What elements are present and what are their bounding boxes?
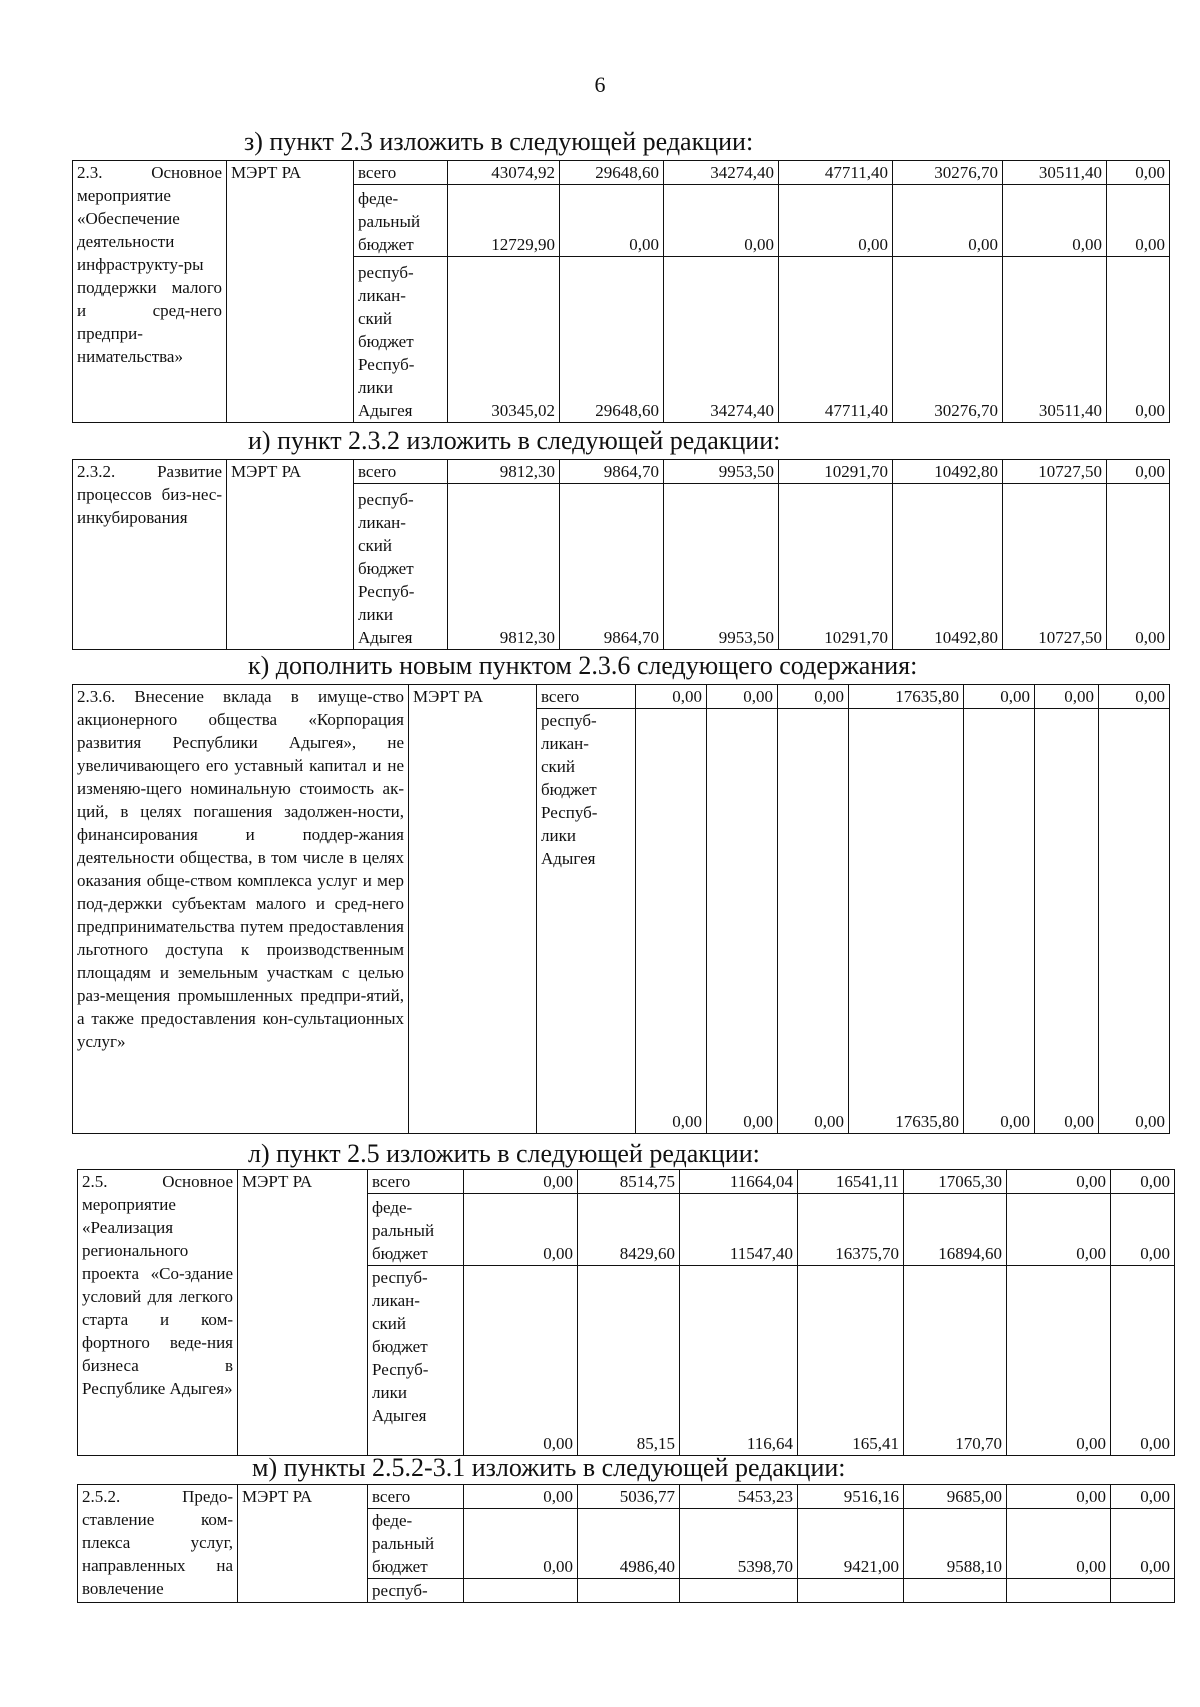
value-cell: 30511,40 [1003,257,1107,423]
org-cell: МЭРТ РА [238,1485,368,1603]
value-cell: 9953,50 [664,484,779,650]
value-cell: 0,00 [1007,1170,1111,1194]
value-cell: 5453,23 [680,1485,798,1509]
source-federal: феде- ральный бюджет [368,1509,464,1579]
table-2-5 [77,1169,1175,1456]
value-cell: 0,00 [964,685,1035,709]
section-heading-2-5-2: м) пункты 2.5.2-3.1 изложить в следующей редакции: [252,1453,846,1482]
source-federal: феде- ральный бюджет [354,185,448,257]
value-cell: 10291,70 [779,460,893,484]
value-cell: 0,00 [964,709,1035,1134]
value-cell: 9953,50 [664,460,779,484]
value-cell: 17065,30 [904,1170,1007,1194]
value-cell: 4986,40 [578,1509,680,1579]
value-cell: 9864,70 [560,484,664,650]
value-cell: 0,00 [664,185,779,257]
value-cell: 0,00 [464,1170,578,1194]
value-cell: 0,00 [636,685,707,709]
value-cell: 34274,40 [664,257,779,423]
value-cell: 0,00 [1107,161,1170,185]
value-cell: 9588,10 [904,1509,1007,1579]
value-cell: 0,00 [778,709,849,1134]
source-total: всего [368,1485,464,1509]
row-label: 2.3. Основное мероприятие «Обеспечение деятельности инфраструкту-ры поддержки малого и сред-него предпри-нимательства» [73,161,227,423]
value-cell: 9812,30 [448,460,560,484]
value-cell: 0,00 [1111,1170,1175,1194]
table-2-3-2 [72,459,1170,650]
table-row [73,685,1170,709]
source-total: всего [354,161,448,185]
source-total: всего [537,685,636,709]
value-cell: 0,00 [464,1485,578,1509]
value-cell: 16541,11 [798,1170,904,1194]
value-cell: 47711,40 [779,257,893,423]
value-cell: 17635,80 [849,685,964,709]
table-row [78,1485,1175,1509]
value-cell: 0,00 [1107,484,1170,650]
section-heading-2-3-6: к) дополнить новым пунктом 2.3.6 следующего содержания: [248,651,918,680]
table-2-5-2 [77,1484,1175,1603]
value-cell: 0,00 [1007,1485,1111,1509]
table-row [73,460,1170,484]
org-cell: МЭРТ РА [409,685,537,1134]
value-cell: 0,00 [1007,1509,1111,1579]
value-cell: 9864,70 [560,460,664,484]
value-cell: 0,00 [1035,709,1099,1134]
value-cell: 0,00 [1111,1509,1175,1579]
value-cell: 9421,00 [798,1509,904,1579]
value-cell: 5398,70 [680,1509,798,1579]
row-label: 2.5.2. Предо-ставление ком-плекса услуг, направленных на вовлечение [78,1485,238,1603]
org-cell: МЭРТ РА [227,460,354,650]
row-label: 2.5. Основное мероприятие «Реализация регионального проекта «Со-здание условий для легкого старта и ком-фортного веде-ния бизнеса в Республике Адыгея» [78,1170,238,1456]
source-federal: феде- ральный бюджет [368,1194,464,1266]
org-cell: МЭРТ РА [227,161,354,423]
value-cell: 0,00 [1107,185,1170,257]
value-cell: 0,00 [1007,1194,1111,1266]
source-total: всего [354,460,448,484]
value-cell: 0,00 [464,1266,578,1456]
value-cell: 0,00 [1107,460,1170,484]
value-cell: 0,00 [1111,1485,1175,1509]
value-cell: 16375,70 [798,1194,904,1266]
value-cell [578,1579,680,1603]
value-cell [464,1579,578,1603]
value-cell: 0,00 [1099,709,1170,1134]
value-cell: 0,00 [560,185,664,257]
org-cell: МЭРТ РА [238,1170,368,1456]
value-cell [1111,1579,1175,1603]
value-cell: 0,00 [707,685,778,709]
table-2-3-6 [72,684,1170,1134]
row-label: 2.3.6. Внесение вклада в имуще-ство акционерного общества «Корпорация развития Республики Адыгея», не увеличивающего его уставный капитал и не изменяю-щего номинальную стоимость ак-ций, в целях погашения задолжен-ности, финансирования и поддер-жания деятельности общества, в том числе в целях оказания обще-ством комплекса услуг и мер под-держки субъектам малого и сред-него предпринимательства путем предоставления льготного доступа к производственным площадям и земельным участкам с целью раз-мещения промышленных предпри-ятий, а также предоставления кон-сультационных услуг» [73,685,409,1134]
value-cell: 8429,60 [578,1194,680,1266]
value-cell: 0,00 [893,185,1003,257]
value-cell: 43074,92 [448,161,560,185]
value-cell [1007,1579,1111,1603]
value-cell: 0,00 [636,709,707,1134]
value-cell: 11664,04 [680,1170,798,1194]
value-cell: 30276,70 [893,161,1003,185]
section-heading-2-5: л) пункт 2.5 изложить в следующей редакции: [248,1139,760,1168]
value-cell: 0,00 [1111,1266,1175,1456]
value-cell: 10727,50 [1003,460,1107,484]
value-cell: 30276,70 [893,257,1003,423]
source-republic-partial: респуб- [368,1579,464,1603]
table-row [73,161,1170,185]
value-cell: 0,00 [1003,185,1107,257]
row-label: 2.3.2. Развитие процессов биз-нес-инкубирования [73,460,227,650]
value-cell: 10727,50 [1003,484,1107,650]
value-cell: 116,64 [680,1266,798,1456]
section-heading-2-3: з) пункт 2.3 изложить в следующей редакции: [244,127,754,156]
value-cell: 0,00 [779,185,893,257]
value-cell: 29648,60 [560,257,664,423]
value-cell: 9685,00 [904,1485,1007,1509]
value-cell [798,1579,904,1603]
source-republic: респуб- ликан- ский бюджет Респуб- лики Адыгея [368,1266,464,1456]
value-cell: 0,00 [464,1194,578,1266]
value-cell: 9516,16 [798,1485,904,1509]
source-republic: респуб- ликан- ский бюджет Респуб- лики Адыгея [537,709,636,1134]
table-2-3 [72,160,1170,423]
value-cell: 34274,40 [664,161,779,185]
value-cell: 0,00 [778,685,849,709]
value-cell: 0,00 [707,709,778,1134]
value-cell: 165,41 [798,1266,904,1456]
value-cell: 11547,40 [680,1194,798,1266]
value-cell: 16894,60 [904,1194,1007,1266]
value-cell: 9812,30 [448,484,560,650]
value-cell: 170,70 [904,1266,1007,1456]
table-row [78,1170,1175,1194]
value-cell [680,1579,798,1603]
source-republic: респуб- ликан- ский бюджет Респуб- лики Адыгея [354,257,448,423]
value-cell: 0,00 [1107,257,1170,423]
value-cell: 0,00 [1111,1194,1175,1266]
value-cell: 0,00 [1099,685,1170,709]
value-cell: 0,00 [1035,685,1099,709]
page-number: 6 [594,72,606,97]
value-cell: 5036,77 [578,1485,680,1509]
source-republic: респуб- ликан- ский бюджет Респуб- лики Адыгея [354,484,448,650]
value-cell: 29648,60 [560,161,664,185]
value-cell: 10291,70 [779,484,893,650]
value-cell: 0,00 [1007,1266,1111,1456]
value-cell: 30511,40 [1003,161,1107,185]
value-cell: 30345,02 [448,257,560,423]
value-cell [904,1579,1007,1603]
value-cell: 85,15 [578,1266,680,1456]
section-heading-2-3-2: и) пункт 2.3.2 изложить в следующей редакции: [248,426,781,455]
value-cell: 17635,80 [849,709,964,1134]
value-cell: 0,00 [464,1509,578,1579]
value-cell: 47711,40 [779,161,893,185]
value-cell: 10492,80 [893,484,1003,650]
value-cell: 8514,75 [578,1170,680,1194]
source-total: всего [368,1170,464,1194]
value-cell: 12729,90 [448,185,560,257]
value-cell: 10492,80 [893,460,1003,484]
